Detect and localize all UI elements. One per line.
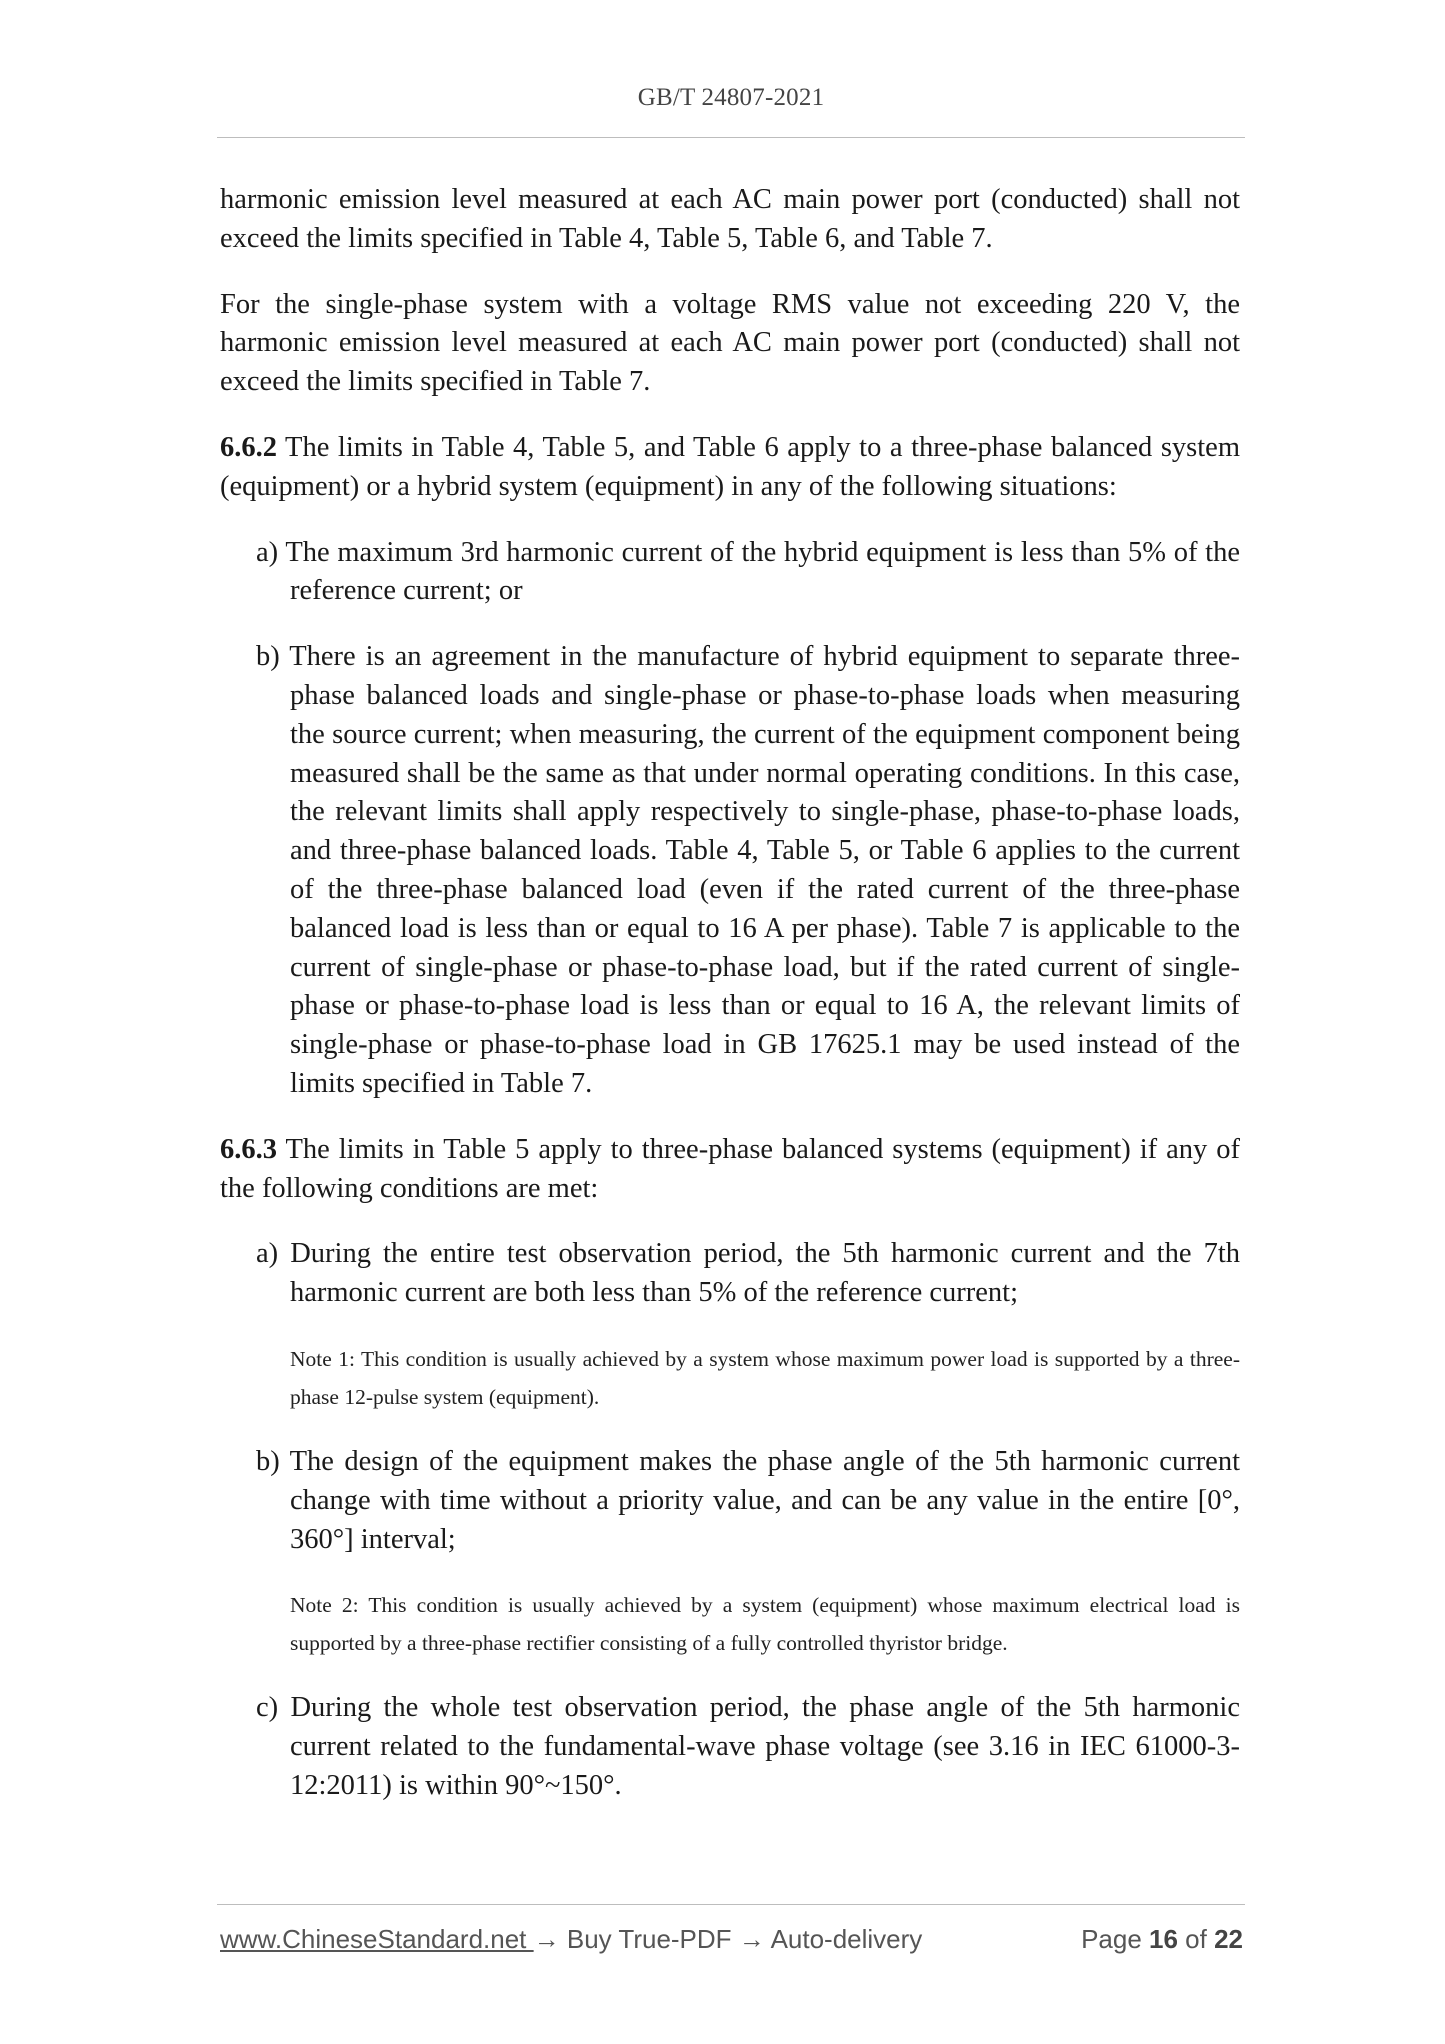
page-label: Page	[1081, 1924, 1150, 1954]
clause-number: 6.6.3	[220, 1133, 277, 1165]
list-item-a: a) The maximum 3rd harmonic current of the hybrid equipment is less than 5% of the reference current; or	[256, 536, 1240, 607]
page-number	[1081, 1924, 1243, 1955]
current-page: 16	[1149, 1924, 1178, 1954]
of-label: of	[1177, 1924, 1215, 1954]
footer-divider	[217, 1904, 1245, 1905]
list-item-b: b) There is an agreement in the manufacture of hybrid equipment to separate three-phase balanced loads and single-phase or phase-to-phase loads when measuring the source current; when measuring, the current of the equipment component being measured shall be the same as that under normal operating conditions. In this case, the relevant limits shall apply respectively to single-phase, phase-to-phase loads, and three-phase balanced loads. Table 4, Table 5, or Table 6 applies to the current of the three-phase balanced load (even if the rated current of the three-phase balanced load is less than or equal to 16 A per phase). Table 7 is applicable to the current of single-phase or phase-to-phase load, but if the rated current of single-phase or phase-to-phase load is less than or equal to 16 A, the relevant limits of single-phase or phase-to-phase load in GB 17625.1 may be used instead of the limits specified in Table 7.	[256, 641, 1240, 1099]
note-2: Note 2: This condition is usually achieved by a system (equipment) whose maximum electrical load is supported by a three-phase rectifier consisting of a fully controlled thyristor bridge.	[290, 1593, 1240, 1656]
arrow-right-icon: →	[533, 1924, 560, 1954]
total-pages: 22	[1214, 1924, 1243, 1954]
paragraph-single-phase: For the single-phase system with a voltage RMS value not exceeding 220 V, the harmonic emission level measured at each AC main power port (conducted) shall not exceed the limits specified in Table 7.	[220, 288, 1240, 398]
footer-promo	[220, 1924, 922, 1955]
list-item-a: a) During the entire test observation period, the 5th harmonic current and the 7th harmonic current are both less than 5% of the reference current;	[256, 1238, 1240, 1309]
header-divider	[217, 137, 1245, 138]
list-item-c: c) During the whole test observation period, the phase angle of the 5th harmonic current related to the fundamental-wave phase voltage (see 3.16 in IEC 61000-3-12:2011) is within 90°~150°.	[256, 1692, 1240, 1801]
arrow-right-icon: →	[738, 1924, 765, 1954]
clause-text: The limits in Table 5 apply to three-phase balanced systems (equipment) if any of the following conditions are met:	[220, 1133, 1240, 1204]
clause-number: 6.6.2	[220, 431, 277, 463]
list-item-b: b) The design of the equipment makes the phase angle of the 5th harmonic current change with time without a priority value, and can be any value in the entire [0°, 360°] interval;	[256, 1445, 1240, 1555]
paragraph-continuation: harmonic emission level measured at each AC main power port (conducted) shall not exceed the limits specified in Table 4, Table 5, Table 6, and Table 7.	[220, 184, 1240, 254]
buy-true-pdf-text: Buy True-PDF	[559, 1924, 739, 1954]
clause-6-6-3	[220, 1131, 1240, 1209]
clause-6-6-2	[220, 429, 1240, 507]
document-code-header: GB/T 24807-2021	[637, 84, 825, 111]
clause-text: The limits in Table 4, Table 5, and Table 6 apply to a three-phase balanced system (equipment) or a hybrid system (equipment) in any of the following situations:	[220, 431, 1240, 502]
document-body	[220, 181, 1240, 1833]
auto-delivery-text: Auto-delivery	[764, 1924, 923, 1954]
note-1: Note 1: This condition is usually achieved by a system whose maximum power load is supported by a three-phase 12-pulse system (equipment).	[290, 1346, 1240, 1409]
site-link[interactable]: www.ChineseStandard.net	[220, 1924, 534, 1954]
